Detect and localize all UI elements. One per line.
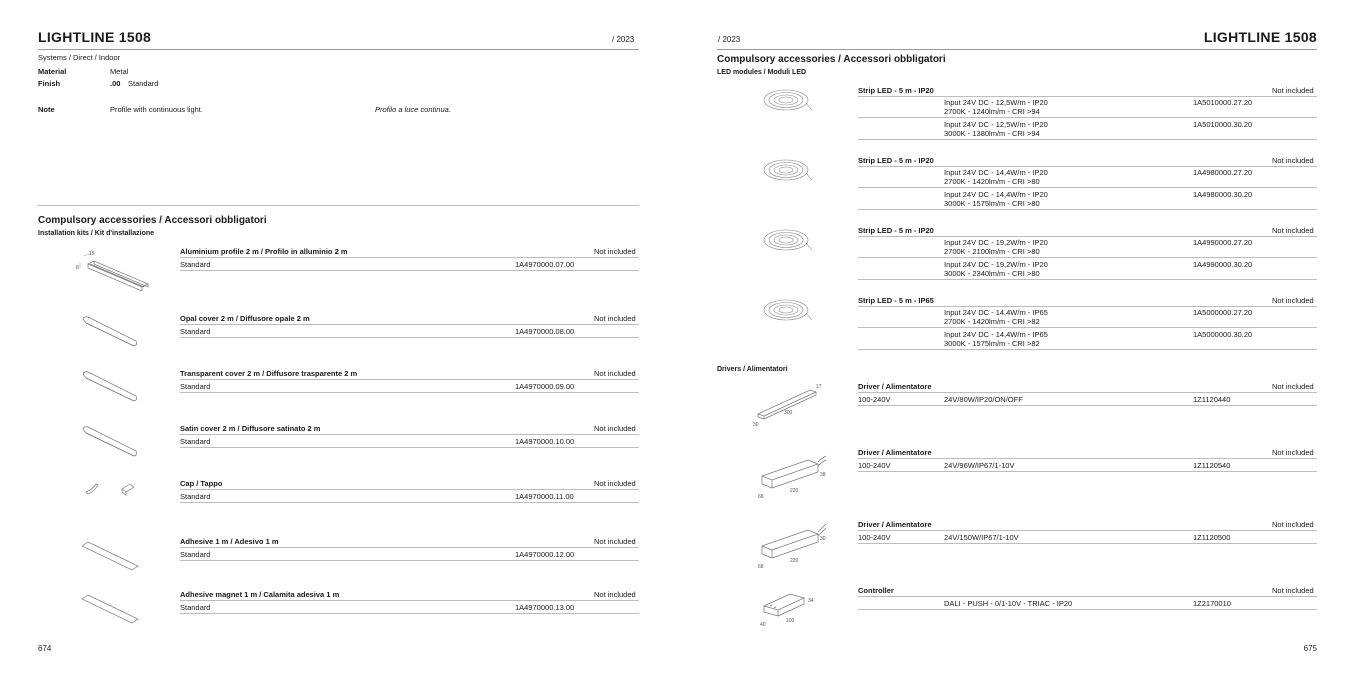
opal-cover-image — [80, 315, 140, 349]
divider — [858, 530, 1317, 531]
led-strip-image — [762, 158, 814, 184]
divider — [858, 96, 1317, 97]
divider — [180, 502, 639, 503]
divider — [180, 547, 639, 548]
row-code: 1A5000000.30.20 — [1193, 330, 1253, 339]
page-number: 674 — [38, 644, 52, 653]
item-name: Opal cover 2 m / Diffusore opale 2 m — [180, 314, 310, 323]
row-code: 1A4990000.27.20 — [1193, 238, 1253, 247]
item-status: Not included — [594, 537, 636, 546]
driver-spec: 24V/150W/IP67/1-10V — [944, 533, 1019, 542]
adhesive-magnet-image — [80, 593, 140, 625]
divider — [180, 560, 639, 561]
item-name: Aluminium profile 2 m / Profilo in alluminio 2 m — [180, 247, 348, 256]
group-name: Strip LED - 5 m - IP65 — [858, 296, 934, 305]
divider — [858, 209, 1317, 210]
divider — [180, 600, 639, 601]
finish-code: .00 — [110, 79, 121, 88]
row-spec: 2700K - 2100lm/m - CRI >80 — [944, 247, 1040, 256]
driver-code: 1Z1120500 — [1193, 533, 1231, 542]
divider — [717, 49, 1317, 50]
driver-name: Controller — [858, 586, 894, 595]
item-code: 1A4970000.10.00 — [515, 437, 575, 446]
divider — [180, 613, 639, 614]
section-title: Compulsory accessories / Accessori obbligatori — [717, 54, 946, 65]
driver-status: Not included — [1272, 382, 1314, 391]
row-code: 1A5010000.30.20 — [1193, 120, 1253, 129]
row-spec: Input 24V DC - 19,2W/m - IP20 — [944, 238, 1048, 247]
divider — [858, 405, 1317, 406]
row-code: 1A4990000.30.20 — [1193, 260, 1253, 269]
driver-voltage: 100-240V — [858, 461, 891, 470]
divider — [180, 379, 639, 380]
page-title: LIGHTLINE 1508 — [1203, 29, 1317, 45]
page-number: 675 — [1303, 644, 1317, 653]
material-value: Metal — [110, 67, 129, 76]
item-variant: Standard — [180, 260, 211, 269]
item-variant: Standard — [180, 603, 211, 612]
dimension-label: 100 — [786, 618, 795, 624]
item-name: Cap / Tappo — [180, 479, 223, 488]
note-en: Profile with continuous light. — [110, 105, 203, 114]
divider — [180, 270, 639, 271]
satin-cover-image — [80, 425, 140, 459]
row-code: 1A5010000.27.20 — [1193, 98, 1253, 107]
driver-code: 1Z2170010 — [1193, 599, 1231, 608]
row-code: 1A4980000.27.20 — [1193, 168, 1253, 177]
divider — [180, 434, 639, 435]
dimension-label: 38 — [820, 472, 826, 478]
row-spec: Input 24V DC - 14,4W/m - IP20 — [944, 190, 1048, 199]
row-spec: 3000K - 1380lm/m - CRI >94 — [944, 129, 1040, 138]
item-variant: Standard — [180, 550, 211, 559]
item-status: Not included — [594, 479, 636, 488]
divider — [38, 205, 639, 206]
driver-voltage: 100-240V — [858, 533, 891, 542]
divider — [180, 489, 639, 490]
item-code: 1A4970000.12.00 — [515, 550, 575, 559]
item-status: Not included — [594, 369, 636, 378]
group-name: Strip LED - 5 m - IP20 — [858, 156, 934, 165]
subsection-title: LED modules / Moduli LED — [717, 69, 807, 76]
divider — [858, 236, 1317, 237]
aluminium-profile-image — [76, 250, 156, 292]
dimension-label: 220 — [790, 488, 799, 494]
note-it: Profilo a luce continua. — [375, 105, 451, 114]
divider — [858, 458, 1317, 459]
item-variant: Standard — [180, 437, 211, 446]
item-variant: Standard — [180, 382, 211, 391]
driver-image — [752, 518, 828, 570]
divider — [858, 117, 1317, 118]
item-variant: Standard — [180, 492, 211, 501]
row-spec: Input 24V DC - 12,5W/m - IP20 — [944, 120, 1048, 129]
item-status: Not included — [594, 314, 636, 323]
year-label: / 2023 — [612, 35, 635, 44]
dimension-label: 68 — [758, 494, 764, 500]
divider — [180, 447, 639, 448]
driver-image — [752, 448, 828, 500]
group-name: Strip LED - 5 m - IP20 — [858, 86, 934, 95]
dimension-label: 300 — [784, 410, 793, 416]
driver-code: 1Z1120440 — [1193, 395, 1231, 404]
row-spec: Input 24V DC - 19,2W/m - IP20 — [944, 260, 1048, 269]
divider — [858, 187, 1317, 188]
row-spec: 2700K - 1420lm/m - CRI >80 — [944, 177, 1040, 186]
item-name: Satin cover 2 m / Diffusore satinato 2 m — [180, 424, 321, 433]
group-status: Not included — [1272, 226, 1314, 235]
divider — [180, 337, 639, 338]
subsection-title: Installation kits / Kit d'installazione — [38, 230, 155, 237]
item-code: 1A4970000.13.00 — [515, 603, 575, 612]
dimension-label: 40 — [760, 622, 766, 628]
row-spec: 2700K - 1420lm/m - CRI >82 — [944, 317, 1040, 326]
led-strip-image — [762, 88, 814, 114]
divider — [38, 49, 639, 50]
driver-voltage: 100-240V — [858, 395, 891, 404]
controller-image — [756, 586, 820, 628]
item-code: 1A4970000.07.00 — [515, 260, 575, 269]
driver-name: Driver / Alimentatore — [858, 520, 932, 529]
item-code: 1A4970000.08.00 — [515, 327, 575, 336]
divider — [180, 257, 639, 258]
driver-status: Not included — [1272, 448, 1314, 457]
dimension-label: 17 — [816, 384, 822, 390]
row-spec: Input 24V DC - 14,4W/m - IP20 — [944, 168, 1048, 177]
item-name: Adhesive magnet 1 m / Calamita adesiva 1 m — [180, 590, 340, 599]
item-name: Transparent cover 2 m / Diffusore trasparente 2 m — [180, 369, 358, 378]
item-name: Adhesive 1 m / Adesivo 1 m — [180, 537, 279, 546]
led-strip-image — [762, 228, 814, 254]
row-spec: 2700K - 1240lm/m - CRI >94 — [944, 107, 1040, 116]
item-code: 1A4970000.09.00 — [515, 382, 575, 391]
item-status: Not included — [594, 590, 636, 599]
row-spec: Input 24V DC - 14,4W/m - IP65 — [944, 308, 1048, 317]
subsection-title: Drivers / Alimentatori — [717, 366, 788, 373]
driver-image — [752, 380, 828, 430]
section-title: Compulsory accessories / Accessori obbligatori — [38, 215, 267, 226]
driver-name: Driver / Alimentatore — [858, 382, 932, 391]
divider — [858, 279, 1317, 280]
divider — [180, 392, 639, 393]
dimension-label: 220 — [790, 558, 799, 564]
group-status: Not included — [1272, 156, 1314, 165]
row-spec: Input 24V DC - 12,5W/m - IP20 — [944, 98, 1048, 107]
driver-spec: DALI - PUSH - 0/1-10V - TRIAC - IP20 — [944, 599, 1073, 608]
divider — [858, 392, 1317, 393]
row-spec: 3000K - 2340lm/m - CRI >80 — [944, 269, 1040, 278]
divider — [180, 324, 639, 325]
cap-image — [84, 480, 138, 500]
divider — [858, 306, 1317, 307]
row-spec: 3000K - 1575lm/m - CRI >82 — [944, 339, 1040, 348]
finish-value: Standard — [128, 79, 159, 88]
divider — [858, 609, 1317, 610]
divider — [858, 471, 1317, 472]
material-label: Material — [38, 67, 67, 76]
item-code: 1A4970000.11.00 — [515, 492, 574, 501]
group-status: Not included — [1272, 296, 1314, 305]
note-label: Note — [38, 105, 55, 114]
dimension-label: 68 — [758, 564, 764, 570]
divider — [858, 596, 1317, 597]
driver-spec: 24V/96W/IP67/1-10V — [944, 461, 1015, 470]
dimension-label: 34 — [808, 598, 814, 604]
group-name: Strip LED - 5 m - IP20 — [858, 226, 934, 235]
breadcrumb: Systems / Direct / Indoor — [38, 53, 121, 62]
divider — [858, 139, 1317, 140]
driver-status: Not included — [1272, 520, 1314, 529]
dimension-label: 8 — [76, 265, 79, 271]
adhesive-image — [80, 540, 140, 572]
driver-code: 1Z1120540 — [1193, 461, 1231, 470]
page-title: LIGHTLINE 1508 — [38, 29, 152, 45]
item-status: Not included — [594, 247, 636, 256]
divider — [858, 166, 1317, 167]
item-variant: Standard — [180, 327, 211, 336]
finish-label: Finish — [38, 79, 61, 88]
group-status: Not included — [1272, 86, 1314, 95]
row-code: 1A4980000.30.20 — [1193, 190, 1253, 199]
row-spec: Input 24V DC - 14,4W/m - IP65 — [944, 330, 1048, 339]
driver-name: Driver / Alimentatore — [858, 448, 932, 457]
divider — [858, 349, 1317, 350]
dimension-label: 30 — [753, 422, 759, 428]
item-status: Not included — [594, 424, 636, 433]
year-label: / 2023 — [718, 35, 741, 44]
dimension-label: 30 — [820, 536, 826, 542]
led-strip-image — [762, 298, 814, 324]
driver-status: Not included — [1272, 586, 1314, 595]
divider — [858, 257, 1317, 258]
divider — [858, 327, 1317, 328]
row-code: 1A5000000.27.20 — [1193, 308, 1253, 317]
divider — [858, 543, 1317, 544]
row-spec: 3000K - 1575lm/m - CRI >80 — [944, 199, 1040, 208]
driver-spec: 24V/80W/IP20/ON/OFF — [944, 395, 1023, 404]
transparent-cover-image — [80, 370, 140, 404]
dimension-label: 15 — [89, 251, 95, 257]
